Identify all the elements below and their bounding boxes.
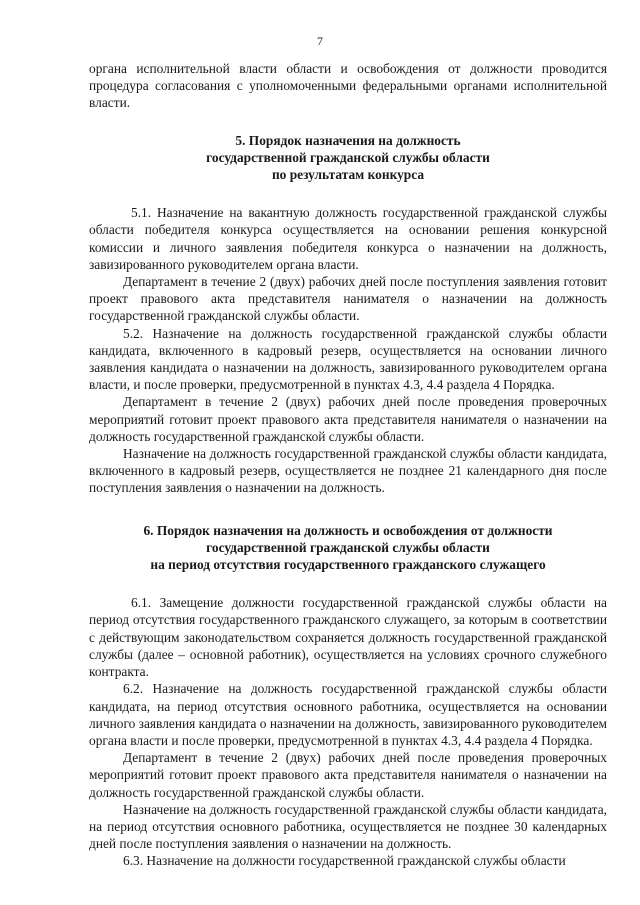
paragraph-6-1: 6.1. Замещение должности государственной гражданской службы области на период отсутствия государственного гражданского служащего, за которым в соответствии с действующим законодательством сохраняется должность государственной гражданской службы (далее – основной работник), осуществляется на условиях срочного служебного контракта. [89,595,607,680]
section-6-heading-line: государственной гражданской службы области [206,539,490,555]
section-5-heading-line: государственной гражданской службы области [206,149,490,165]
paragraph-6-2: 6.2. Назначение на должность государственной гражданской службы области кандидата, на период отсутствия основного работника, осуществляется на основании личного заявления кандидата о назначении на должность, завизированного руководителем органа власти и после проверки, предусмотренной в пунктах 4.3, 4.4 раздела 4 Порядка. [89,681,607,748]
page-number: 7 [317,34,323,48]
section-6-heading [89,522,607,574]
paragraph-5-2: 5.2. Назначение на должность государственной гражданской службы области кандидата, включенного в кадровый резерв, осуществляется на основании личного заявления кандидата о назначении на должность, завизированного руководителем органа власти, и после проверки, предусмотренной в пунктах 4.3, 4.4 раздела 4 Порядка. [89,325,607,393]
paragraph-5-1: 5.1. Назначение на вакантную должность государственной гражданской службы области победителя конкурса осуществляется на основании решения конкурсной комиссии и личного заявления победителя конкурса о назначении на должность, завизированного руководителем органа власти. [89,205,607,272]
paragraph: Департамент в течение 2 (двух) рабочих дней после проведения проверочных мероприятий готовит проект правового акта представителя нанимателя о назначении на должность государственной гражданской службы области. [89,750,607,800]
section-5-heading-line: 5. Порядок назначения на должность [235,132,461,148]
section-5-heading-line: по результатам конкурса [271,167,425,183]
paragraph: Департамент в течение 2 (двух) рабочих дней после поступления заявления готовит проект правового акта представителя нанимателя о назначении на должность государственной гражданской службы области. [89,274,607,324]
document-body [89,60,607,870]
paragraph: Назначение на должность государственной гражданской службы области кандидата, на период отсутствия основного работника, осуществляется не позднее 30 календарных дней после поступления заявления о назначении на должность. [89,801,607,852]
paragraph-6-3: 6.3. Назначение на должности государственной гражданской службы области [123,853,566,869]
paragraph: Департамент в течение 2 (двух) рабочих дней после проведения проверочных мероприятий готовит проект правового акта представителя нанимателя о назначении на должность государственной гражданской службы области. [89,394,607,444]
section-6-heading-line: 6. Порядок назначения на должность и освобождения от должности [143,522,553,538]
intro-paragraph: органа исполнительной власти области и освобождения от должности проводится процедура согласования с уполномоченными федеральными органами исполнительной власти. [89,61,607,111]
section-5-heading [89,132,607,184]
paragraph: Назначение на должность государственной гражданской службы области кандидата, включенного в кадровый резерв, осуществляется не позднее 21 календарного дня после поступления заявления о назначении на должность. [89,446,607,496]
section-6-heading-line: на период отсутствия государственного гражданского служащего [150,557,546,573]
